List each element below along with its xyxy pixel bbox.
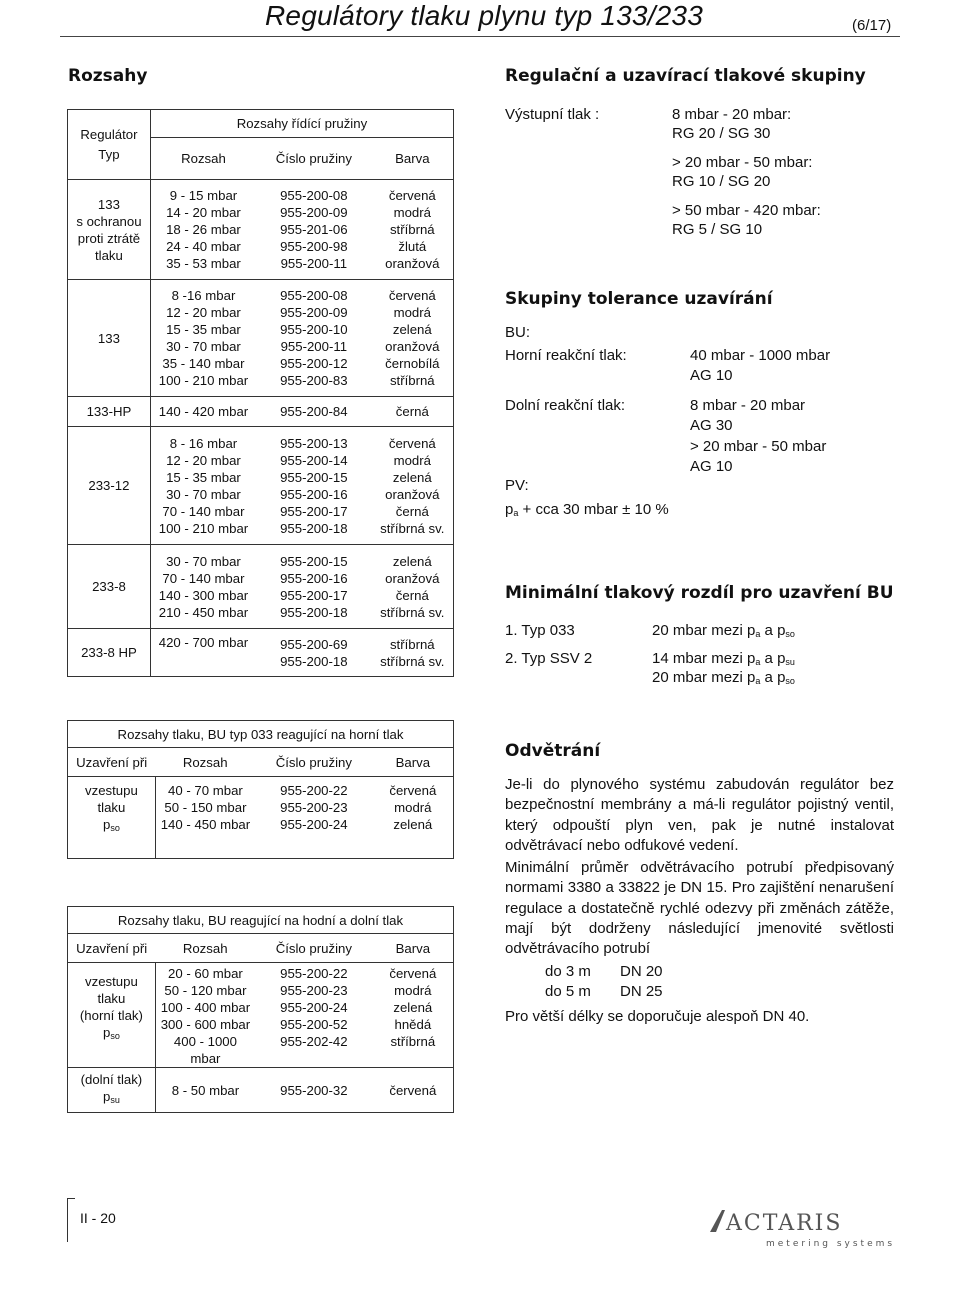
logo-swoosh-icon bbox=[710, 1210, 725, 1232]
pv-text: + cca 30 mbar ± 10 % bbox=[518, 501, 669, 518]
skupiny-line: RG 10 / SG 20 bbox=[672, 173, 771, 190]
logo-tagline-text: metering systems bbox=[766, 1239, 896, 1249]
barva-value: stříbrná sv. bbox=[380, 653, 445, 669]
skupiny-line: > 20 mbar - 50 mbar: bbox=[672, 154, 813, 171]
rozsah-value: 70 - 140 mbar bbox=[162, 570, 245, 586]
cislo-value: 955-200-11 bbox=[280, 256, 348, 271]
rozsah-value: 300 - 600 mbar bbox=[160, 1017, 251, 1032]
cislo-value: 955-200-16 bbox=[280, 486, 348, 502]
col-barva: Barva bbox=[373, 748, 454, 777]
barva-value: hnědá bbox=[394, 1017, 432, 1032]
rozsah-cell bbox=[150, 427, 256, 545]
cislo-cell bbox=[256, 180, 372, 280]
skupiny-line: 8 mbar - 20 mbar: bbox=[672, 106, 792, 123]
barva-value: modrá bbox=[394, 800, 432, 815]
dolni-reakcni-label: Dolní reakční tlak: bbox=[505, 397, 626, 414]
uzavreni-cell bbox=[68, 777, 156, 859]
bu-hodni-table bbox=[67, 906, 454, 1113]
col-uzavreni: Uzavření při bbox=[68, 748, 156, 777]
odvetrani-paragraph-3: Pro větší délky se doporučuje alespoň DN 40. bbox=[505, 1008, 810, 1025]
p-subscript: su bbox=[110, 1095, 120, 1105]
text: 20 mbar mezi p bbox=[652, 669, 756, 686]
uzavreni-cell bbox=[68, 963, 156, 1068]
p-subscript: so bbox=[785, 676, 795, 686]
cislo-cell bbox=[255, 777, 373, 859]
cislo-value: 955-200-24 bbox=[280, 817, 348, 832]
rozsah-value: 100 - 210 mbar bbox=[158, 520, 249, 536]
odvetrani-row-dn: DN 25 bbox=[620, 983, 663, 1000]
p-subscript: so bbox=[785, 629, 795, 639]
cislo-value: 955-200-23 bbox=[280, 983, 348, 998]
barva-value: oranžová bbox=[385, 570, 440, 586]
rozsah-value: 24 - 40 mbar bbox=[166, 239, 241, 254]
bu-horni-title: Rozsahy tlaku, BU typ 033 reagující na horní tlak bbox=[68, 721, 454, 748]
barva-value: modrá bbox=[393, 452, 431, 468]
barva-cell bbox=[372, 280, 454, 397]
rozsah-value: 18 - 26 mbar bbox=[166, 222, 241, 237]
cislo-value: 955-200-98 bbox=[280, 239, 348, 254]
uzavreni-line: tlaku bbox=[97, 800, 126, 815]
rozsah-value: 140 - 420 mbar bbox=[150, 397, 256, 427]
cislo-value: 955-200-14 bbox=[280, 452, 348, 468]
col-regulator-typ bbox=[68, 110, 151, 180]
col-cislo: Číslo pružiny bbox=[255, 748, 373, 777]
odvetrani-paragraph-1: Je-li do plynového systému zabudován regulátor bez bezpečnostní membrány a má-li regulátor pojistný ventil, který odpouští plyn ven, pak je nutné instalovat odvětrávací nebo odfukové vedení. bbox=[505, 776, 894, 854]
group-label-line: s ochranou bbox=[76, 213, 142, 229]
odvetrani-row-length: do 3 m bbox=[545, 963, 591, 980]
cislo-value: 955-200-69 bbox=[280, 636, 348, 652]
cislo-cell bbox=[256, 629, 372, 677]
rozsah-value: 30 - 70 mbar bbox=[166, 553, 241, 569]
odvetrani-paragraph-2: Minimální průměr odvětrávacího potrubí předpisovaný normami 3380 a 33822 je DN 15. Pro zajištění nenarušení regulace a dostatečně rychlé odezvy při změnách zátěže, mají být dodrženy následující jmenovité světlosti odvětrávacího potrubí bbox=[505, 859, 894, 958]
rozsah-value: 400 - 1000 mbar bbox=[173, 1034, 237, 1066]
barva-value: oranžová bbox=[385, 486, 440, 502]
text: a p bbox=[760, 650, 786, 667]
rozsah-value: 20 - 60 mbar bbox=[168, 966, 243, 981]
rozsah-cell bbox=[155, 963, 255, 1068]
cislo-value: 955-200-08 bbox=[280, 288, 348, 303]
barva-cell bbox=[372, 545, 454, 629]
dolni-reakcni-value: 8 mbar - 20 mbar bbox=[690, 397, 806, 414]
cislo-value: 955-200-23 bbox=[280, 800, 348, 815]
horni-reakcni-label: Horní reakční tlak: bbox=[505, 347, 627, 364]
barva-value: zelená bbox=[393, 1000, 433, 1015]
cislo-value: 955-200-10 bbox=[280, 322, 348, 337]
rozsah-value: 70 - 140 mbar bbox=[162, 503, 245, 519]
cislo-cell bbox=[256, 427, 372, 545]
group-label-line: tlaku bbox=[95, 247, 123, 263]
rozsah-value: 50 - 150 mbar bbox=[164, 800, 247, 815]
group-label: 133-HP bbox=[68, 397, 151, 427]
col-barva: Barva bbox=[373, 934, 454, 963]
group-label: 233-12 bbox=[68, 427, 151, 545]
cislo-value: 955-200-15 bbox=[280, 553, 348, 569]
skupiny-line: > 50 mbar - 420 mbar: bbox=[672, 202, 821, 219]
rozsah-value: 100 - 210 mbar bbox=[158, 373, 249, 388]
barva-value: červená bbox=[388, 288, 436, 303]
cislo-value: 955-200-16 bbox=[280, 570, 348, 586]
barva-value: zelená bbox=[393, 817, 433, 832]
cislo-value: 955-200-84 bbox=[256, 397, 372, 427]
uzavreni-line bbox=[70, 1024, 153, 1045]
barva-value: stříbrná bbox=[389, 222, 435, 237]
rozsah-value: 210 - 450 mbar bbox=[158, 604, 249, 620]
cislo-value: 955-200-83 bbox=[280, 373, 348, 388]
cislo-value: 955-200-09 bbox=[280, 205, 348, 220]
cislo-value: 955-200-17 bbox=[280, 503, 348, 519]
page-number: (6/17) bbox=[852, 17, 892, 34]
rozsah-value: 140 - 300 mbar bbox=[158, 587, 249, 603]
group-label: 133 bbox=[68, 280, 151, 397]
barva-value: oranžová bbox=[385, 256, 440, 271]
pv-label: PV: bbox=[505, 477, 529, 494]
cislo-value: 955-200-24 bbox=[280, 1000, 348, 1015]
rozsah-value: 420 - 700 mbar bbox=[150, 629, 256, 677]
p-symbol: p bbox=[102, 1025, 111, 1040]
p-subscript: su bbox=[785, 657, 795, 667]
footer-page-number: II - 20 bbox=[80, 1210, 116, 1226]
barva-value: modrá bbox=[394, 983, 432, 998]
p-subscript: so bbox=[110, 1031, 120, 1041]
barva-value: žlutá bbox=[398, 239, 427, 254]
cislo-value: 955-202-42 bbox=[280, 1034, 348, 1049]
barva-value: červená bbox=[388, 188, 436, 203]
col-regulator: Regulátor bbox=[80, 127, 138, 142]
rozsah-value: 15 - 35 mbar bbox=[166, 322, 241, 337]
rozsah-value: 8 - 50 mbar bbox=[155, 1068, 255, 1113]
rozsah-value: 9 - 15 mbar bbox=[169, 188, 238, 203]
skupiny-line: RG 5 / SG 10 bbox=[672, 221, 763, 238]
rozsah-value: 140 - 450 mbar bbox=[160, 817, 251, 832]
actaris-logo-graphic bbox=[708, 1208, 908, 1250]
cislo-value: 955-200-22 bbox=[280, 966, 348, 981]
tolerance-heading: Skupiny tolerance uzavírání bbox=[505, 289, 773, 309]
horni-reakcni-ag: AG 10 bbox=[690, 367, 733, 384]
rozsah-value: 12 - 20 mbar bbox=[166, 305, 241, 320]
rozsah-value: 14 - 20 mbar bbox=[166, 205, 241, 220]
bu-label: BU: bbox=[505, 324, 531, 341]
skupiny-line: RG 20 / SG 30 bbox=[672, 125, 771, 142]
col-typ: Typ bbox=[98, 147, 120, 162]
rozsah-value: 8 -16 mbar bbox=[171, 288, 236, 303]
col-cislo: Číslo pružiny bbox=[256, 138, 372, 180]
uzavreni-line: (dolní tlak) bbox=[80, 1072, 143, 1087]
uzavreni-cell bbox=[68, 1068, 156, 1113]
dolni-reakcni-ag: AG 30 bbox=[690, 417, 733, 434]
uzavreni-line: vzestupu bbox=[85, 974, 138, 989]
logo-brand-text: ACTARIS bbox=[726, 1211, 843, 1236]
p-subscript: a bbox=[755, 657, 761, 667]
p-subscript: a bbox=[755, 629, 761, 639]
group-label-line: proti ztrátě bbox=[77, 230, 141, 246]
rozsah-value: 100 - 400 mbar bbox=[160, 1000, 251, 1015]
cislo-value: 955-200-11 bbox=[280, 339, 348, 354]
cislo-value: 955-200-09 bbox=[280, 305, 348, 320]
col-barva: Barva bbox=[372, 138, 454, 180]
barva-value: červená bbox=[388, 435, 436, 451]
bu-hodni-title: Rozsahy tlaku, BU reagující na hodní a dolní tlak bbox=[68, 907, 454, 934]
barva-value: černá bbox=[395, 587, 429, 603]
cislo-value: 955-200-52 bbox=[280, 1017, 348, 1032]
cislo-value: 955-200-18 bbox=[280, 653, 348, 669]
rozsah-value: 30 - 70 mbar bbox=[166, 339, 241, 354]
odvetrani-heading: Odvětrání bbox=[505, 741, 601, 761]
p-subscript: a bbox=[755, 676, 761, 686]
group-label-line: 133 bbox=[97, 196, 120, 212]
rozsah-value: 40 - 70 mbar bbox=[168, 783, 243, 798]
p-subscript: so bbox=[110, 823, 120, 833]
cislo-value: 955-200-18 bbox=[280, 520, 348, 536]
p-symbol: p bbox=[102, 1089, 111, 1104]
rozsah-value: 8 - 16 mbar bbox=[169, 435, 238, 451]
header-rule bbox=[60, 36, 900, 37]
barva-value: zelená bbox=[392, 322, 432, 337]
actaris-logo bbox=[708, 1208, 908, 1255]
barva-value: stříbrná bbox=[389, 373, 435, 388]
rozsah-cell bbox=[155, 777, 255, 859]
rozsah-value: 50 - 120 mbar bbox=[164, 983, 247, 998]
rozsah-value: 35 - 53 mbar bbox=[166, 256, 241, 271]
text: 20 mbar mezi p bbox=[652, 622, 756, 639]
cislo-cell bbox=[256, 545, 372, 629]
cislo-value: 955-200-13 bbox=[280, 435, 348, 451]
dolni-reakcni-ag: AG 10 bbox=[690, 458, 733, 475]
barva-value: modrá bbox=[393, 305, 431, 320]
barva-value: červená bbox=[389, 966, 437, 981]
barva-value: stříbrná bbox=[390, 1034, 436, 1049]
minimalni-heading: Minimální tlakový rozdíl pro uzavření BU bbox=[505, 583, 894, 603]
p-symbol: p bbox=[102, 817, 111, 832]
barva-value: červená bbox=[373, 1068, 454, 1113]
page-title: Regulátory tlaku plynu typ 133/233 bbox=[265, 0, 703, 31]
horni-reakcni-value: 40 mbar - 1000 mbar bbox=[690, 347, 831, 364]
odvetrani-row-dn: DN 20 bbox=[620, 963, 663, 980]
rozsah-cell bbox=[150, 280, 256, 397]
rozsah-cell bbox=[150, 180, 256, 280]
dolni-reakcni-value: > 20 mbar - 50 mbar bbox=[690, 438, 827, 455]
text: 14 mbar mezi p bbox=[652, 650, 756, 667]
rozsahy-heading: Rozsahy bbox=[68, 66, 148, 86]
barva-cell bbox=[372, 427, 454, 545]
cislo-cell bbox=[255, 963, 373, 1068]
uzavreni-line bbox=[70, 816, 153, 837]
cislo-value: 955-200-22 bbox=[280, 783, 348, 798]
uzavreni-line bbox=[70, 1088, 153, 1109]
odvetrani-row-length: do 5 m bbox=[545, 983, 591, 1000]
cislo-value: 955-200-08 bbox=[280, 188, 348, 203]
text: a p bbox=[760, 669, 786, 686]
col-uzavreni: Uzavření při bbox=[68, 934, 156, 963]
footer-bracket-top bbox=[67, 1198, 75, 1199]
text: a p bbox=[760, 622, 786, 639]
barva-value: černá bbox=[372, 397, 454, 427]
cislo-cell bbox=[256, 280, 372, 397]
minimalni-row-1-label: 1. Typ 033 bbox=[505, 622, 575, 639]
uzavreni-line: tlaku bbox=[97, 991, 126, 1006]
cislo-value: 955-200-17 bbox=[280, 587, 348, 603]
barva-value: červená bbox=[389, 783, 437, 798]
cislo-value: 955-200-18 bbox=[280, 604, 348, 620]
minimalni-row-1-value bbox=[652, 621, 795, 644]
barva-cell bbox=[372, 180, 454, 280]
p-symbol: p bbox=[505, 501, 514, 518]
col-rozsah: Rozsah bbox=[155, 748, 255, 777]
barva-value: zelená bbox=[392, 469, 432, 485]
barva-value: černá bbox=[395, 503, 429, 519]
barva-value: modrá bbox=[393, 205, 431, 220]
col-rozsah: Rozsah bbox=[155, 934, 255, 963]
barva-cell bbox=[373, 963, 454, 1068]
barva-value: oranžová bbox=[385, 339, 440, 354]
vystupni-tlak-label: Výstupní tlak : bbox=[505, 106, 600, 123]
cislo-value: 955-201-06 bbox=[280, 222, 348, 237]
minimalni-row-3-value bbox=[652, 668, 795, 691]
pv-value bbox=[505, 500, 669, 523]
cislo-value: 955-200-32 bbox=[255, 1068, 373, 1113]
uzavreni-line: vzestupu bbox=[85, 783, 138, 798]
cislo-value: 955-200-15 bbox=[280, 469, 348, 485]
minimalni-row-2-label: 2. Typ SSV 2 bbox=[505, 650, 593, 667]
col-group: Rozsahy řídící pružiny bbox=[150, 110, 453, 138]
barva-cell bbox=[372, 629, 454, 677]
barva-cell bbox=[373, 777, 454, 859]
col-rozsah: Rozsah bbox=[150, 138, 256, 180]
rozsah-value: 12 - 20 mbar bbox=[166, 452, 241, 468]
barva-value: stříbrná sv. bbox=[380, 520, 445, 536]
cislo-value: 955-200-12 bbox=[280, 356, 348, 371]
rozsah-value: 30 - 70 mbar bbox=[166, 486, 241, 502]
barva-value: stříbrná bbox=[389, 636, 435, 652]
group-label bbox=[68, 180, 151, 280]
group-label: 233-8 bbox=[68, 545, 151, 629]
rozsah-cell bbox=[150, 545, 256, 629]
rozsah-value: 15 - 35 mbar bbox=[166, 469, 241, 485]
rozsahy-table bbox=[67, 109, 454, 677]
group-label: 233-8 HP bbox=[68, 629, 151, 677]
barva-value: zelená bbox=[392, 553, 432, 569]
col-cislo: Číslo pružiny bbox=[255, 934, 373, 963]
p-subscript: a bbox=[513, 508, 519, 518]
uzavreni-line: (horní tlak) bbox=[79, 1008, 143, 1023]
skupiny-heading: Regulační a uzavírací tlakové skupiny bbox=[505, 66, 866, 86]
barva-value: stříbrná sv. bbox=[380, 604, 445, 620]
rozsah-value: 35 - 140 mbar bbox=[162, 356, 245, 371]
barva-value: černobílá bbox=[385, 356, 440, 371]
footer-bracket bbox=[67, 1198, 68, 1242]
bu-horni-table bbox=[67, 720, 454, 859]
